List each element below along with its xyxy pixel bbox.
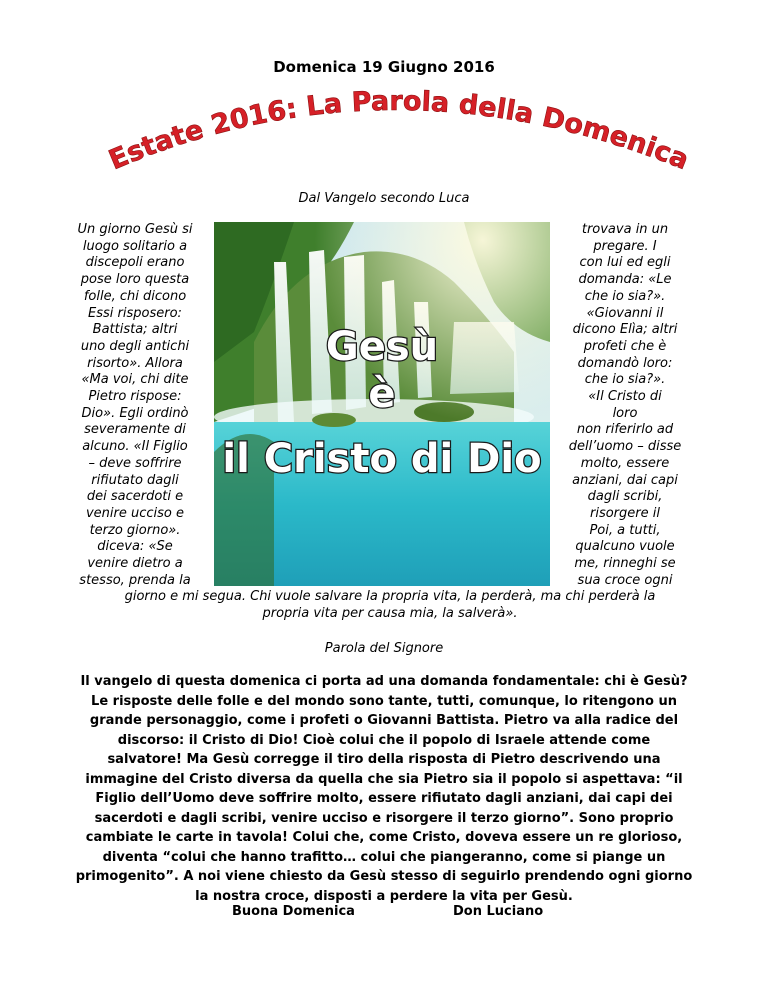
- gospel-line: Un giorno Gesù si: [77, 222, 193, 237]
- gospel-line: folle, chi dicono: [83, 288, 187, 304]
- gospel-line: Essi risposero:: [88, 305, 182, 321]
- commentary-line: cambiate le carte in tavola! Colui che, come Cristo, doveva essere un re glorioso,: [85, 830, 683, 845]
- gospel-line: «Giovanni il: [586, 305, 664, 321]
- gospel-line: Pietro rispose:: [88, 389, 182, 405]
- gospel-line: domandò loro:: [577, 355, 673, 371]
- date-heading: Domenica 19 Giugno 2016: [273, 58, 495, 76]
- waterfall-image: [214, 222, 550, 586]
- gospel-line: pose loro questa: [80, 272, 190, 288]
- gospel-line: stesso, prenda la: [79, 572, 191, 588]
- gospel-line: «Il Cristo di: [588, 389, 662, 405]
- closing-formula: Parola del Signore: [324, 641, 444, 656]
- author: Don Luciano: [453, 904, 544, 919]
- commentary-line: immagine del Cristo diversa da quella che sia Pietro sia il popolo si aspettava: “il: [85, 771, 683, 787]
- gospel-line: dicono Elìa; altri: [572, 322, 678, 338]
- gospel-bottom-line: propria vita per causa mia, la salverà».: [262, 606, 518, 621]
- gospel-line: Poi, a tutti,: [589, 522, 661, 538]
- gospel-line: anziani, dai capi: [572, 472, 678, 488]
- gospel-line: «Ma voi, chi dite: [81, 372, 189, 388]
- gospel-line: dei sacerdoti e: [86, 489, 184, 505]
- gospel-line: terzo giorno».: [89, 522, 181, 538]
- commentary-line: diventa “colui che hanno trafitto… colui che piangeranno, come si piange un: [102, 849, 666, 865]
- gospel-line: che io sia?».: [584, 288, 666, 304]
- gospel-line: dagli scribi,: [587, 489, 663, 505]
- gospel-line: alcuno. «Il Figlio: [82, 439, 188, 455]
- gospel-text-left: [60, 222, 210, 589]
- commentary-line: Figlio dell’Uomo deve soffrire molto, essere rifiutato dagli anziani, dai capi dei: [95, 791, 673, 806]
- gospel-line: luogo solitario a: [82, 238, 188, 254]
- commentary-line: Le risposte delle folle e del mondo sono tante, tutti, comunque, lo ritengono un: [91, 693, 677, 709]
- gospel-bottom-line: giorno e mi segua. Chi vuole salvare la propria vita, la perderà, ma chi perderà la: [124, 589, 656, 604]
- gospel-line: me, rinneghi se: [574, 556, 676, 572]
- gospel-line: Dio». Egli ordinò: [81, 405, 189, 421]
- commentary-line: grande personaggio, come i profeti o Giovanni Battista. Pietro va alla radice del: [89, 713, 679, 728]
- gospel-line: molto, essere: [580, 455, 670, 471]
- gospel-line: discepoli erano: [85, 255, 185, 271]
- gospel-line: pregare. I: [593, 238, 657, 254]
- gospel-line: venire ucciso e: [85, 505, 185, 521]
- gospel-line: con lui ed egli: [579, 255, 671, 271]
- gospel-line: risorto». Allora: [87, 355, 183, 371]
- commentary-line: discorso: il Cristo di Dio! Cioè colui che il popolo di Israele attende come: [117, 732, 651, 748]
- gospel-line: venire dietro a: [87, 556, 183, 572]
- gospel-line: diceva: «Se: [97, 539, 173, 555]
- gospel-line: risorgere il: [590, 505, 660, 521]
- gospel-line: dell’uomo – disse: [568, 439, 682, 455]
- commentary-line: la nostra croce, disposti a perdere la vita per Gesù.: [195, 888, 573, 904]
- gospel-line: trovava in un: [581, 222, 669, 237]
- commentary-line: salvatore! Ma Gesù corregge il tiro della risposta di Pietro descrivendo una: [107, 752, 661, 767]
- gospel-line: rifiutato dagli: [91, 472, 179, 488]
- gospel-line: sua croce ogni: [577, 572, 673, 588]
- gospel-line: domanda: «Le: [578, 272, 672, 288]
- gospel-line: loro: [612, 405, 638, 421]
- image-caption-line-2: è: [368, 371, 396, 417]
- gospel-line: profeti che è: [583, 338, 667, 354]
- gospel-text-bottom: [40, 588, 740, 622]
- commentary-line: Il vangelo di questa domenica ci porta ad una domanda fondamentale: chi è Gesù?: [80, 674, 688, 689]
- gospel-line: severamente di: [84, 422, 186, 438]
- commentary-line: sacerdoti e dagli scribi, venire ucciso e risorgere il terzo giorno”. Sono proprio: [94, 810, 674, 826]
- gospel-line: qualcuno vuole: [575, 539, 675, 555]
- gospel-source: Dal Vangelo secondo Luca: [298, 191, 470, 206]
- commentary-line: primogenito”. A noi viene chiesto da Gesù stesso di seguirlo prendendo ogni giorno: [75, 869, 693, 884]
- gospel-text-right: [550, 222, 700, 589]
- image-caption-line-1: Gesù: [325, 324, 439, 370]
- gospel-line: che io sia?».: [584, 372, 666, 388]
- page-title: Estate 2016: La Parola della Domenica: [104, 85, 694, 177]
- arched-title: [0, 0, 768, 190]
- image-caption-line-3: il Cristo di Dio: [222, 436, 542, 482]
- gospel-line: uno degli antichi: [80, 338, 190, 354]
- gospel-line: – deve soffrire: [88, 455, 182, 471]
- greeting: Buona Domenica: [232, 904, 355, 919]
- commentary-text: [60, 672, 708, 906]
- gospel-line: non riferirlo ad: [576, 422, 674, 438]
- svg-text:Estate 2016: La Parola della D: [105, 86, 694, 176]
- gospel-line: Battista; altri: [92, 322, 178, 338]
